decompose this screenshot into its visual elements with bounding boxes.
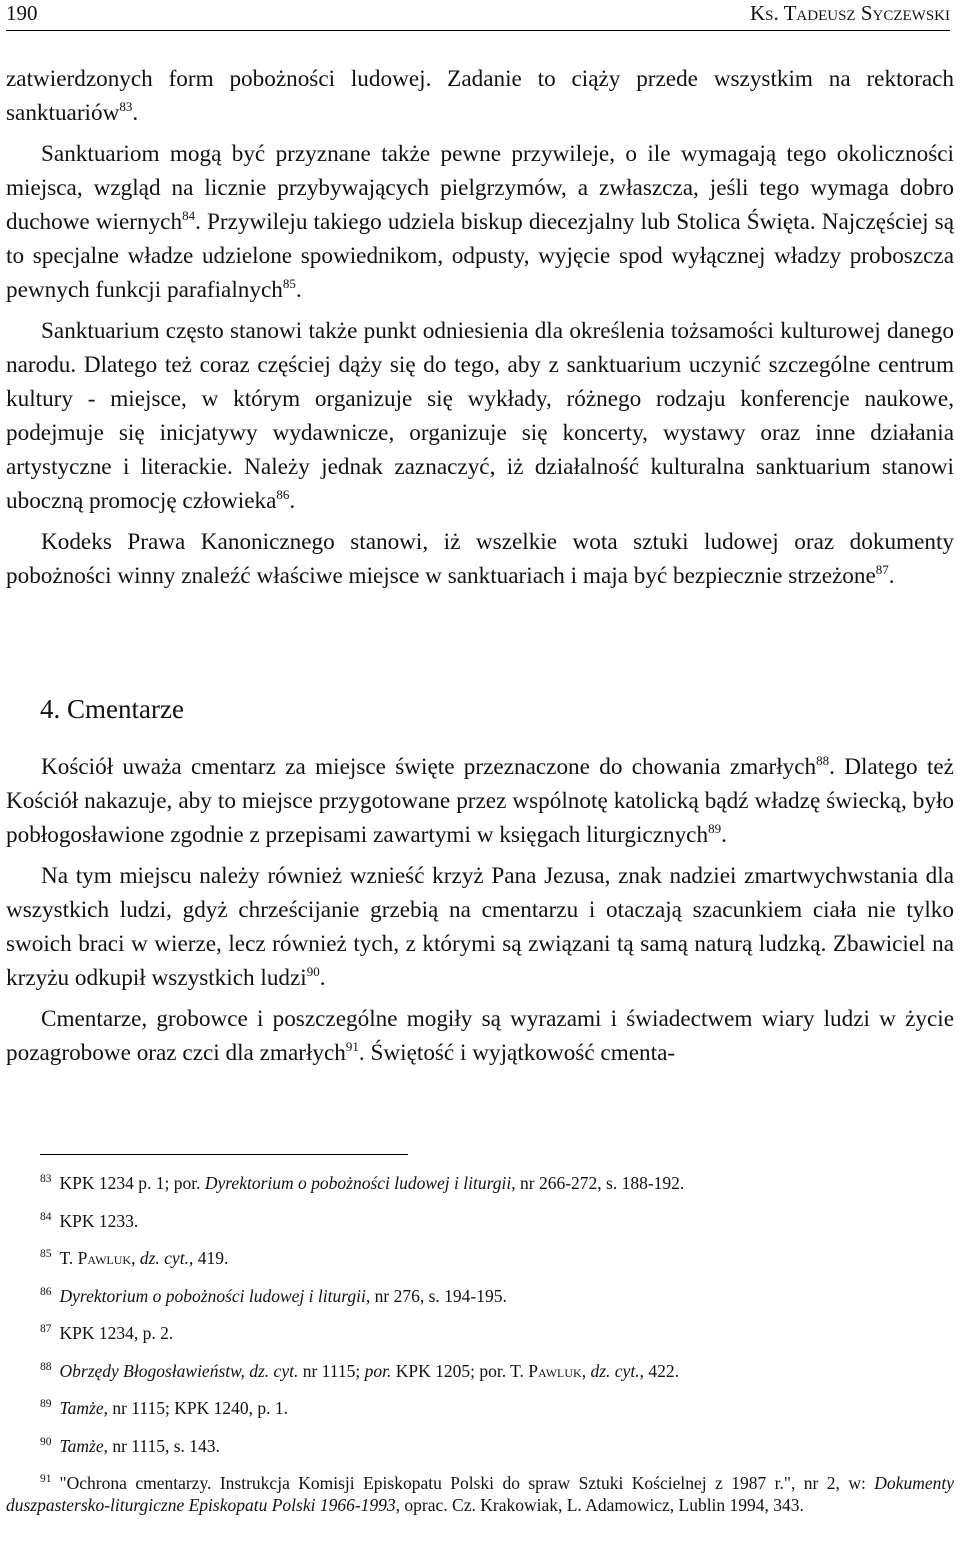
footnote-text: , 419. — [188, 1248, 229, 1268]
footnote-86 — [6, 1285, 954, 1307]
footnote-text: KPK 1234 p. 1; por. — [59, 1173, 205, 1193]
footnote-text: , — [131, 1248, 140, 1268]
footnote-text: "Ochrona cmentarzy. Instrukcja Komisji Episkopatu Polski do spraw Sztuki Kościelnej z 1987 r.", nr 2, w: — [59, 1473, 875, 1493]
footnote-author: Pawluk — [528, 1360, 582, 1381]
paragraph-text: zatwierdzonych form pobożności ludowej. Zadanie to ciąży przede wszystkim na rektorach sanktuariów — [6, 66, 954, 126]
footnote-number: 85 — [40, 1248, 52, 1260]
paragraph-text: Kodeks Prawa Kanonicznego stanowi, iż wszelkie wota sztuki ludowej oraz dokumenty pobożności winny znaleźć właściwe miejsce w sanktuariach i maja być bezpiecznie strzeżone — [6, 529, 954, 589]
paragraph — [6, 859, 954, 995]
footnote-text: oprac. Cz. Krakowiak, L. Adamowicz, Lublin 1994, 343. — [400, 1495, 804, 1515]
footnote-ref: 88 — [816, 753, 830, 768]
footnote-number: 83 — [40, 1173, 52, 1185]
paragraph-text: . Świętość i wyjątkowość cmenta- — [358, 1040, 676, 1066]
footnote-ref: 91 — [345, 1039, 359, 1054]
paragraph-text: Sanktuariom mogą być przyznane także pewne przywileje, o ile wymagają tego okoliczności miejsca, wzgląd na licznie przybywających pielgrzymów, a zwłaszcza, jeśli tego wymaga dobro duchowe wiernych — [6, 141, 954, 235]
footnote-text: nr 276, s. 194-195. — [370, 1285, 507, 1306]
footnote-87 — [6, 1322, 954, 1344]
footnote-title: dz. cyt. — [139, 1248, 189, 1268]
footnotes — [6, 1172, 954, 1516]
footnote-ref: 89 — [708, 821, 722, 836]
footnote-89 — [6, 1397, 954, 1419]
section-heading: 4. Cmentarze — [40, 694, 184, 724]
footnote-title: dz. cyt. — [590, 1360, 640, 1381]
footnote-ref: 85 — [282, 276, 296, 291]
footnote-author: Pawluk — [77, 1248, 132, 1268]
footnote-88 — [6, 1360, 954, 1382]
paragraph — [6, 62, 954, 130]
paragraph-text: . Przywileju takiego udziela biskup diecezjalny lub Stolica Święta. Najczęściej są to specjalne władze udzielone spowiednikom, odpusty, wyjęcie spod wyłącznej władzy proboszcza pewnych funkcji parafialnych — [6, 209, 954, 303]
footnote-number: 87 — [40, 1323, 52, 1335]
footnote-text: KPK 1234, p. 2. — [59, 1323, 174, 1343]
footnote-number: 84 — [40, 1210, 52, 1223]
paragraph-text: Cmentarze, grobowce i poszczególne mogiły są wyrazami i świadectwem wiary ludzi w życie pozagrobowe oraz czci dla zmarłych — [6, 1006, 954, 1066]
footnote-ref: 87 — [875, 562, 889, 577]
footnote-text: nr 1115; — [298, 1360, 365, 1381]
footnote-ref: 83 — [119, 99, 133, 114]
footnote-text: , nr 1115; KPK 1240, p. 1. — [103, 1398, 288, 1418]
page-number: 190 — [6, 1, 38, 25]
paragraph — [6, 1002, 954, 1070]
footnote-title: Obrzędy Błogosławieństw, dz. cyt. — [59, 1360, 299, 1381]
page-header — [6, 0, 950, 31]
paragraph — [6, 137, 954, 307]
footnote-number: 89 — [40, 1398, 52, 1410]
footnote-title: Dokumenty duszpastersko-liturgiczne Episkopatu Polski 1966-1993, — [6, 1473, 954, 1515]
main-text-section-2 — [6, 750, 954, 1077]
footnote-number: 91 — [40, 1473, 52, 1485]
footnote-ref: 86 — [276, 487, 290, 502]
footnote-title: Tamże — [59, 1435, 104, 1456]
paragraph-text: . — [319, 965, 326, 991]
paragraph — [6, 314, 954, 518]
paragraph-text: Sanktuarium często stanowi także punkt odniesienia dla określenia tożsamości kulturowej danego narodu. Dlatego też coraz częściej dąży się do tego, aby z sanktuarium uczynić szczególne centrum kultury - miejsce, w którym organizuje się wykłady, różnego rodzaju konferencje naukowe, podejmuje się inicjatywy wydawnicze, organizuje się koncerty, wystawy oraz inne działania artystyczne i literackie. Należy jednak zaznaczyć, iż działalność kulturalna sanktuarium stanowi uboczną promocję człowieka — [6, 318, 954, 514]
footnote-84 — [6, 1210, 954, 1232]
footnote-title: Dyrektorium o pobożności ludowej i liturgii, — [59, 1285, 371, 1306]
paragraph-text: . Dlatego też Kościół nakazuje, aby to miejsce przygotowane przez wspólnotę katolicką bądź władzę świecką, było pobłogosławione zgodnie z przepisami zawartymi w księgach liturgicznych — [6, 754, 954, 848]
footnote-number: 86 — [40, 1285, 52, 1298]
footnote-91 — [6, 1472, 954, 1516]
footnote-title: Tamże — [59, 1398, 104, 1418]
footnote-text: , 422. — [639, 1360, 679, 1381]
paragraph-text: . — [295, 277, 302, 303]
paragraph-text: . — [289, 488, 296, 514]
paragraph — [6, 525, 954, 593]
footnote-text: , — [581, 1360, 591, 1381]
footnote-text: nr 266-272, s. 188-192. — [515, 1173, 685, 1193]
paragraph-text: Na tym miejscu należy również wznieść krzyż Pana Jezusa, znak nadziei zmartwychwstania dla wszystkich ludzi, gdyż chrześcijanie grzebią na cmentarzu i otaczają szacunkiem ciała nie tylko swoich braci w wierze, lecz również tych, z którymi są związani tą samą naturą ludzką. Zbawiciel na krzyżu odkupił wszystkich ludzi — [6, 863, 954, 991]
footnote-ref: 84 — [182, 208, 196, 223]
footnote-text: KPK 1233. — [59, 1210, 139, 1231]
footnote-text: T. — [59, 1248, 78, 1268]
footnote-83 — [6, 1172, 954, 1194]
paragraph-text: . — [132, 100, 139, 126]
footnote-text: KPK 1205; por. T. — [391, 1360, 529, 1381]
footnote-number: 90 — [40, 1435, 52, 1448]
footnote-text: , nr 1115, s. 143. — [103, 1435, 220, 1456]
footnote-ref: 90 — [306, 964, 320, 979]
paragraph — [6, 750, 954, 852]
main-text-section-1 — [6, 62, 954, 600]
footnote-title: por. — [364, 1360, 392, 1381]
footnote-85 — [6, 1247, 954, 1269]
paragraph-text: . — [721, 822, 727, 848]
paragraph-text: . — [888, 563, 895, 589]
paragraph-text: Kościół uważa cmentarz za miejsce święte przeznaczone do chowania zmarłych — [41, 754, 817, 780]
footnote-title: Dyrektorium o pobożności ludowej i liturgii, — [204, 1173, 516, 1193]
footnote-separator — [40, 1154, 408, 1155]
running-title: Ks. Tadeusz Syczewski — [749, 1, 950, 25]
footnote-90 — [6, 1435, 954, 1457]
footnote-number: 88 — [40, 1360, 52, 1373]
